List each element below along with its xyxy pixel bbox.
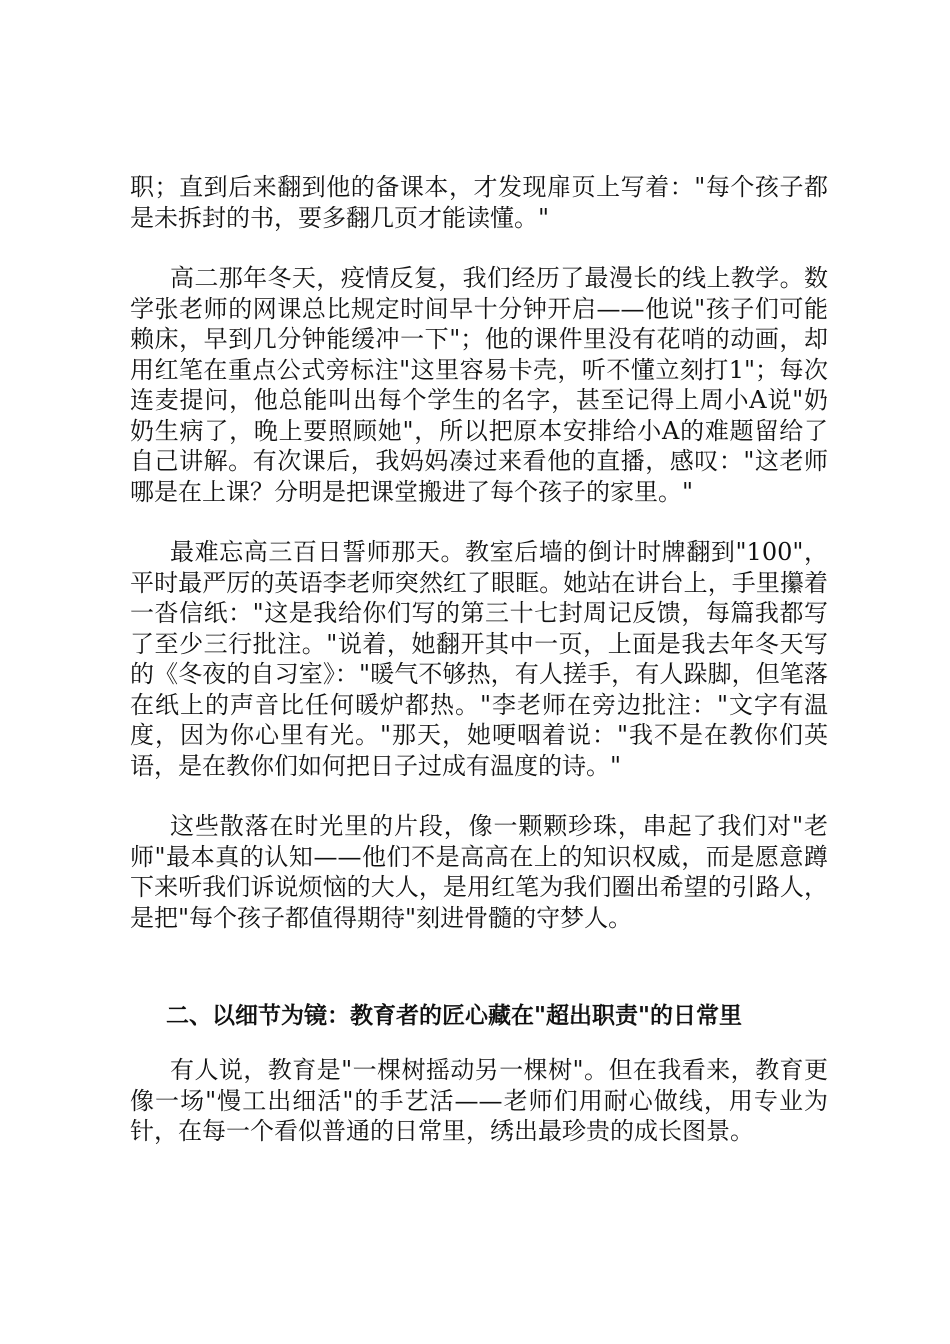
paragraph-craftsmanship: 有人说，教育是"一棵树摇动另一棵树"。但在我看来，教育更像一场"慢工出细活"的手艺活——老师们用耐心做线，用专业为针，在每一个看似普通的日常里，绣出最珍贵的成长图景。 (130, 1056, 828, 1145)
document-body (130, 172, 828, 1177)
paragraph-online-teaching: 高二那年冬天，疫情反复，我们经历了最漫长的线上教学。数学张老师的网课总比规定时间早十分钟开启——他说"孩子们可能赖床，早到几分钟能缓冲一下"；他的课件里没有花哨的动画，却用红笔在重点公式旁标注"这里容易卡壳，听不懂立刻打1"；每次连麦提问，他总能叫出每个学生的名字，甚至记得上周小A说"奶奶生病了，晚上要照顾她"，所以把原本安排给小A的难题留给了自己讲解。有次课后，我妈妈凑过来看他的直播，感叹："这老师哪是在上课？分明是把课堂搬进了每个孩子的家里。" (130, 264, 828, 506)
section-heading: 二、以细节为镜：教育者的匠心藏在"超出职责"的日常里 (166, 1003, 742, 1029)
paragraph-hundred-day-oath: 最难忘高三百日誓师那天。教室后墙的倒计时牌翻到"100"，平时最严厉的英语李老师突然红了眼眶。她站在讲台上，手里攥着一沓信纸："这是我给你们写的第三十七封周记反馈，每篇我都写了至少三行批注。"说着，她翻开其中一页，上面是我去年冬天写的《冬夜的自习室》："暖气不够热，有人搓手，有人跺脚，但笔落在纸上的声音比任何暖炉都热。"李老师在旁边批注："文字有温度，因为你心里有光。"那天，她哽咽着说："我不是在教你们英语，是在教你们如何把日子过成有温度的诗。" (130, 538, 828, 780)
paragraph-pearls: 这些散落在时光里的片段，像一颗颗珍珠，串起了我们对"老师"最本真的认知——他们不是高高在上的知识权威，而是愿意蹲下来听我们诉说烦恼的大人，是用红笔为我们圈出希望的引路人，是把"每个孩子都值得期待"刻进骨髓的守梦人。 (130, 812, 828, 932)
paragraph-continuation: 职；直到后来翻到他的备课本，才发现扉页上写着："每个孩子都是未拆封的书，要多翻几页才能读懂。" (130, 173, 828, 232)
